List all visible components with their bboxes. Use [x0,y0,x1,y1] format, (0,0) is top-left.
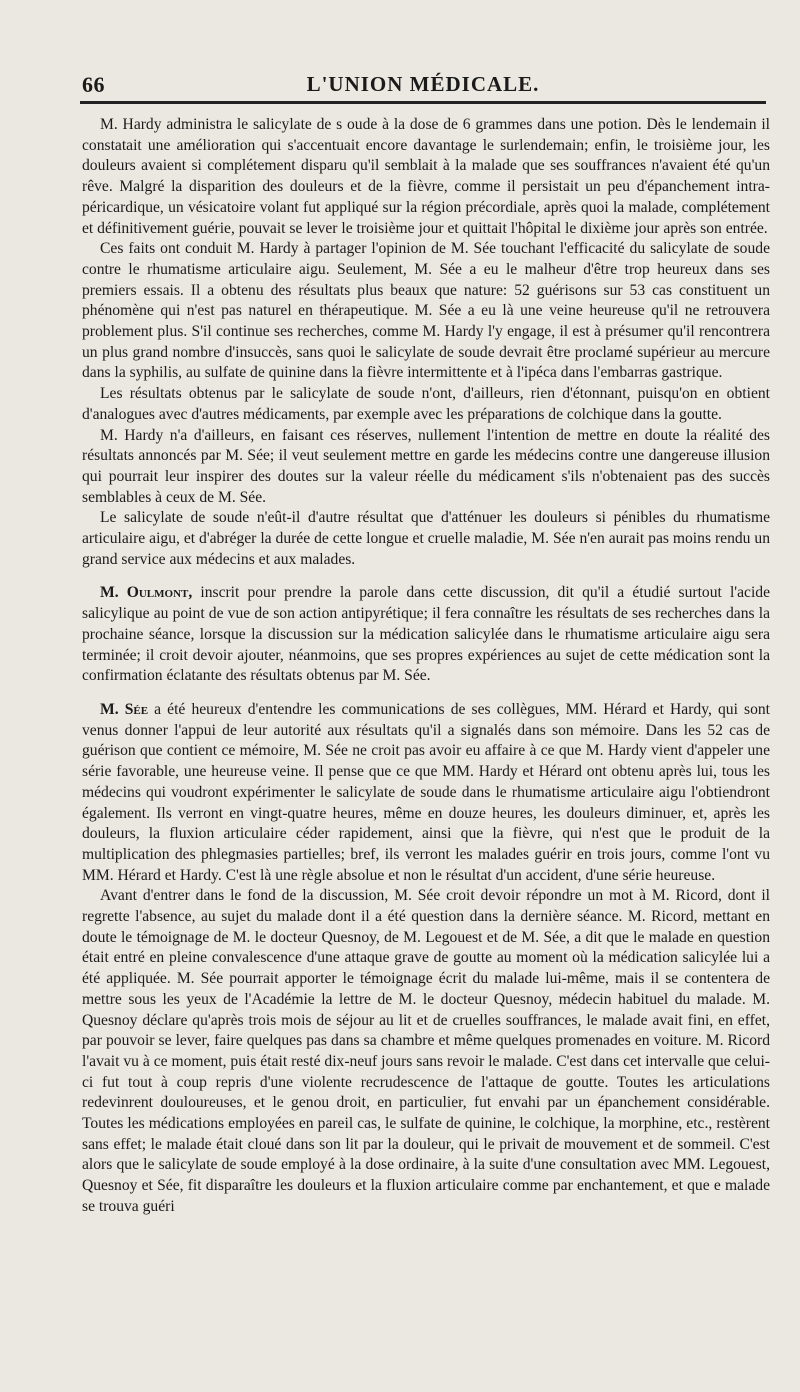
header-rule [80,101,766,104]
article-body [82,115,770,1218]
paragraph: Le salicylate de soude n'eût-il d'autre résultat que d'atténuer les douleurs si pénibles du rhumatisme articulaire aigu, et d'abréger la durée de cette longue et cruelle maladie, M. Sée n'en aurait pas moins rendu un grand service aux médecins et aux malades. [82,509,770,568]
speaker-name: M. Sée [100,700,149,718]
speaker-name: M. Oulmont, [100,584,193,602]
page-number: 66 [82,72,105,97]
journal-title: L'UNION MÉDICALE. [306,72,540,96]
paragraph: Les résultats obtenus par le salicylate de soude n'ont, d'ailleurs, rien d'étonnant, puisqu'on en obtient d'analogues avec d'autres médicaments, par exemple avec les préparations de colchique dans la goutte. [82,385,770,423]
page-header [80,68,766,98]
paragraph: Avant d'entrer dans le fond de la discussion, M. Sée croit devoir répondre un mot à M. Ricord, dont il regrette l'absence, au sujet du malade dont il a été question dans la dernière séance. M. Ricord, mettant en doute le témoignage de M. le docteur Quesnoy, de M. Legouest et de M. Sée, a dit que le malade en question était entré en pleine convalescence d'une attaque grave de goutte au moment où la médication salicylée lui a été appliquée. M. Sée pourrait apporter le témoignage écrit du malade lui-même, mais il se contentera de mettre sous les yeux de l'Académie la lettre de M. le docteur Quesnoy, médecin habituel du malade. M. Quesnoy déclare qu'après trois mois de séjour au lit et de cruelles souffrances, le malade avait fini, en effet, par pouvoir se lever, faire quelques pas dans sa chambre et même quelques promenades en voiture. M. Ricord l'avait vu à ce moment, puis était resté dix-neuf jours sans revoir le malade. C'est dans cet intervalle que celui-ci fut tout à coup repris d'une violente recrudescence de l'attaque de goutte. Toutes les articulations redevinrent douloureuses, et le genou droit, en particulier, fut envahi par un épanchement considérable. Toutes les médications employées en pareil cas, le sulfate de quinine, le colchique, la morphine, etc., restèrent sans effet; le malade était cloué dans son lit par la douleur, qui le privait de mouvement et de sommeil. C'est alors que le salicylate de soude employé à la dose ordinaire, à la suite d'une consultation avec MM. Legouest, Quesnoy et Sée, fit disparaître les douleurs et la fluxion articulaire comme par enchantement, et que e malade se trouva guéri [82,887,770,1215]
paragraph: M. Hardy administra le salicylate de s oude à la dose de 6 grammes dans une potion. Dès le lendemain il constatait une amélioration qui s'accentuait encore davantage le surlendemain; enfin, le troisième jour, les douleurs avaient si complétement disparu qu'il semblait à la malade que ses souffrances n'avaient été qu'un rêve. Malgré la disparition des douleurs et de la fièvre, comme il persistait un peu d'épanchement intra-péricardique, un vésicatoire volant fut appliqué sur la région précordiale, après quoi la malade, complétement et définitivement guérie, pouvait se lever le troisième jour et quittait l'hôpital le dixième jour après son entrée. [82,116,770,237]
paragraph: M. Sée a été heureux d'entendre les communications de ses collègues, MM. Hérard et Hardy, qui sont venus donner l'appui de leur autorité aux résultats qu'il a signalés dans son mémoire. Dans les 52 cas de guérison que contient ce mémoire, M. Sée ne croit pas avoir eu affaire à ce que M. Hardy vient d'appeler une série favorable, une heureuse veine. Il pense que ce que MM. Hardy et Hérard ont obtenu après lui, tous les médecins qui voudront expérimenter le salicylate de soude dans le rhumatisme articulaire aigu l'obtiendront également. Ils verront en vingt-quatre heures, même en douze heures, les douleurs diminuer, et, après les douleurs, la fluxion articulaire céder rapidement, ainsi que la fièvre, qui n'est que le produit de la multiplication des phlegmasies partielles; bref, ils verront les malades guérir en trois jours, comme l'ont vu MM. Hérard et Hardy. C'est là une règle absolue et non le résultat d'un accident, d'une série heureuse. [82,700,770,884]
paragraph: Ces faits ont conduit M. Hardy à partager l'opinion de M. Sée touchant l'efficacité du salicylate de soude contre le rhumatisme articulaire aigu. Seulement, M. Sée a eu le malheur d'être trop heureux dans ses premiers essais. Il a obtenu des résultats plus beaux que nature: 52 guérisons sur 53 cas constituent un phénomène qui n'est pas naturel en thérapeutique. M. Sée a eu là une veine heureuse qu'il ne retrouvera problement plus. S'il continue ses recherches, comme M. Hardy l'y engage, il est à présumer qu'il rencontrera un plus grand nombre d'insuccès, sans quoi le salicylate de soude devrait être proclamé supérieur au mercure dans la syphilis, au sulfate de quinine dans la fièvre intermittente et à l'ipéca dans l'embarras gastrique. [82,240,770,382]
paragraph: M. Hardy n'a d'ailleurs, en faisant ces réserves, nullement l'intention de mettre en doute la réalité des résultats annoncés par M. Sée; il veut seulement mettre en garde les médecins contre une dangereuse illusion qui pourrait leur inspirer des doutes sur la valeur réelle du médicament s'ils n'obtenaient pas des succès semblables à ceux de M. Sée. [82,426,770,506]
paragraph: M. Oulmont, inscrit pour prendre la parole dans cette discussion, dit qu'il a étudié surtout l'acide salicylique au point de vue de son action antipyrétique; il fera connaître les résultats de ses recherches dans la prochaine séance, lorsque la discussion sur la médication salicylée dans le rhumatisme articulaire aigu sera terminée; il croit devoir ajouter, néanmoins, que ses propres expériences au sujet de cette médication sont la confirmation éclatante des résultats obtenus par M. Sée. [82,584,770,685]
